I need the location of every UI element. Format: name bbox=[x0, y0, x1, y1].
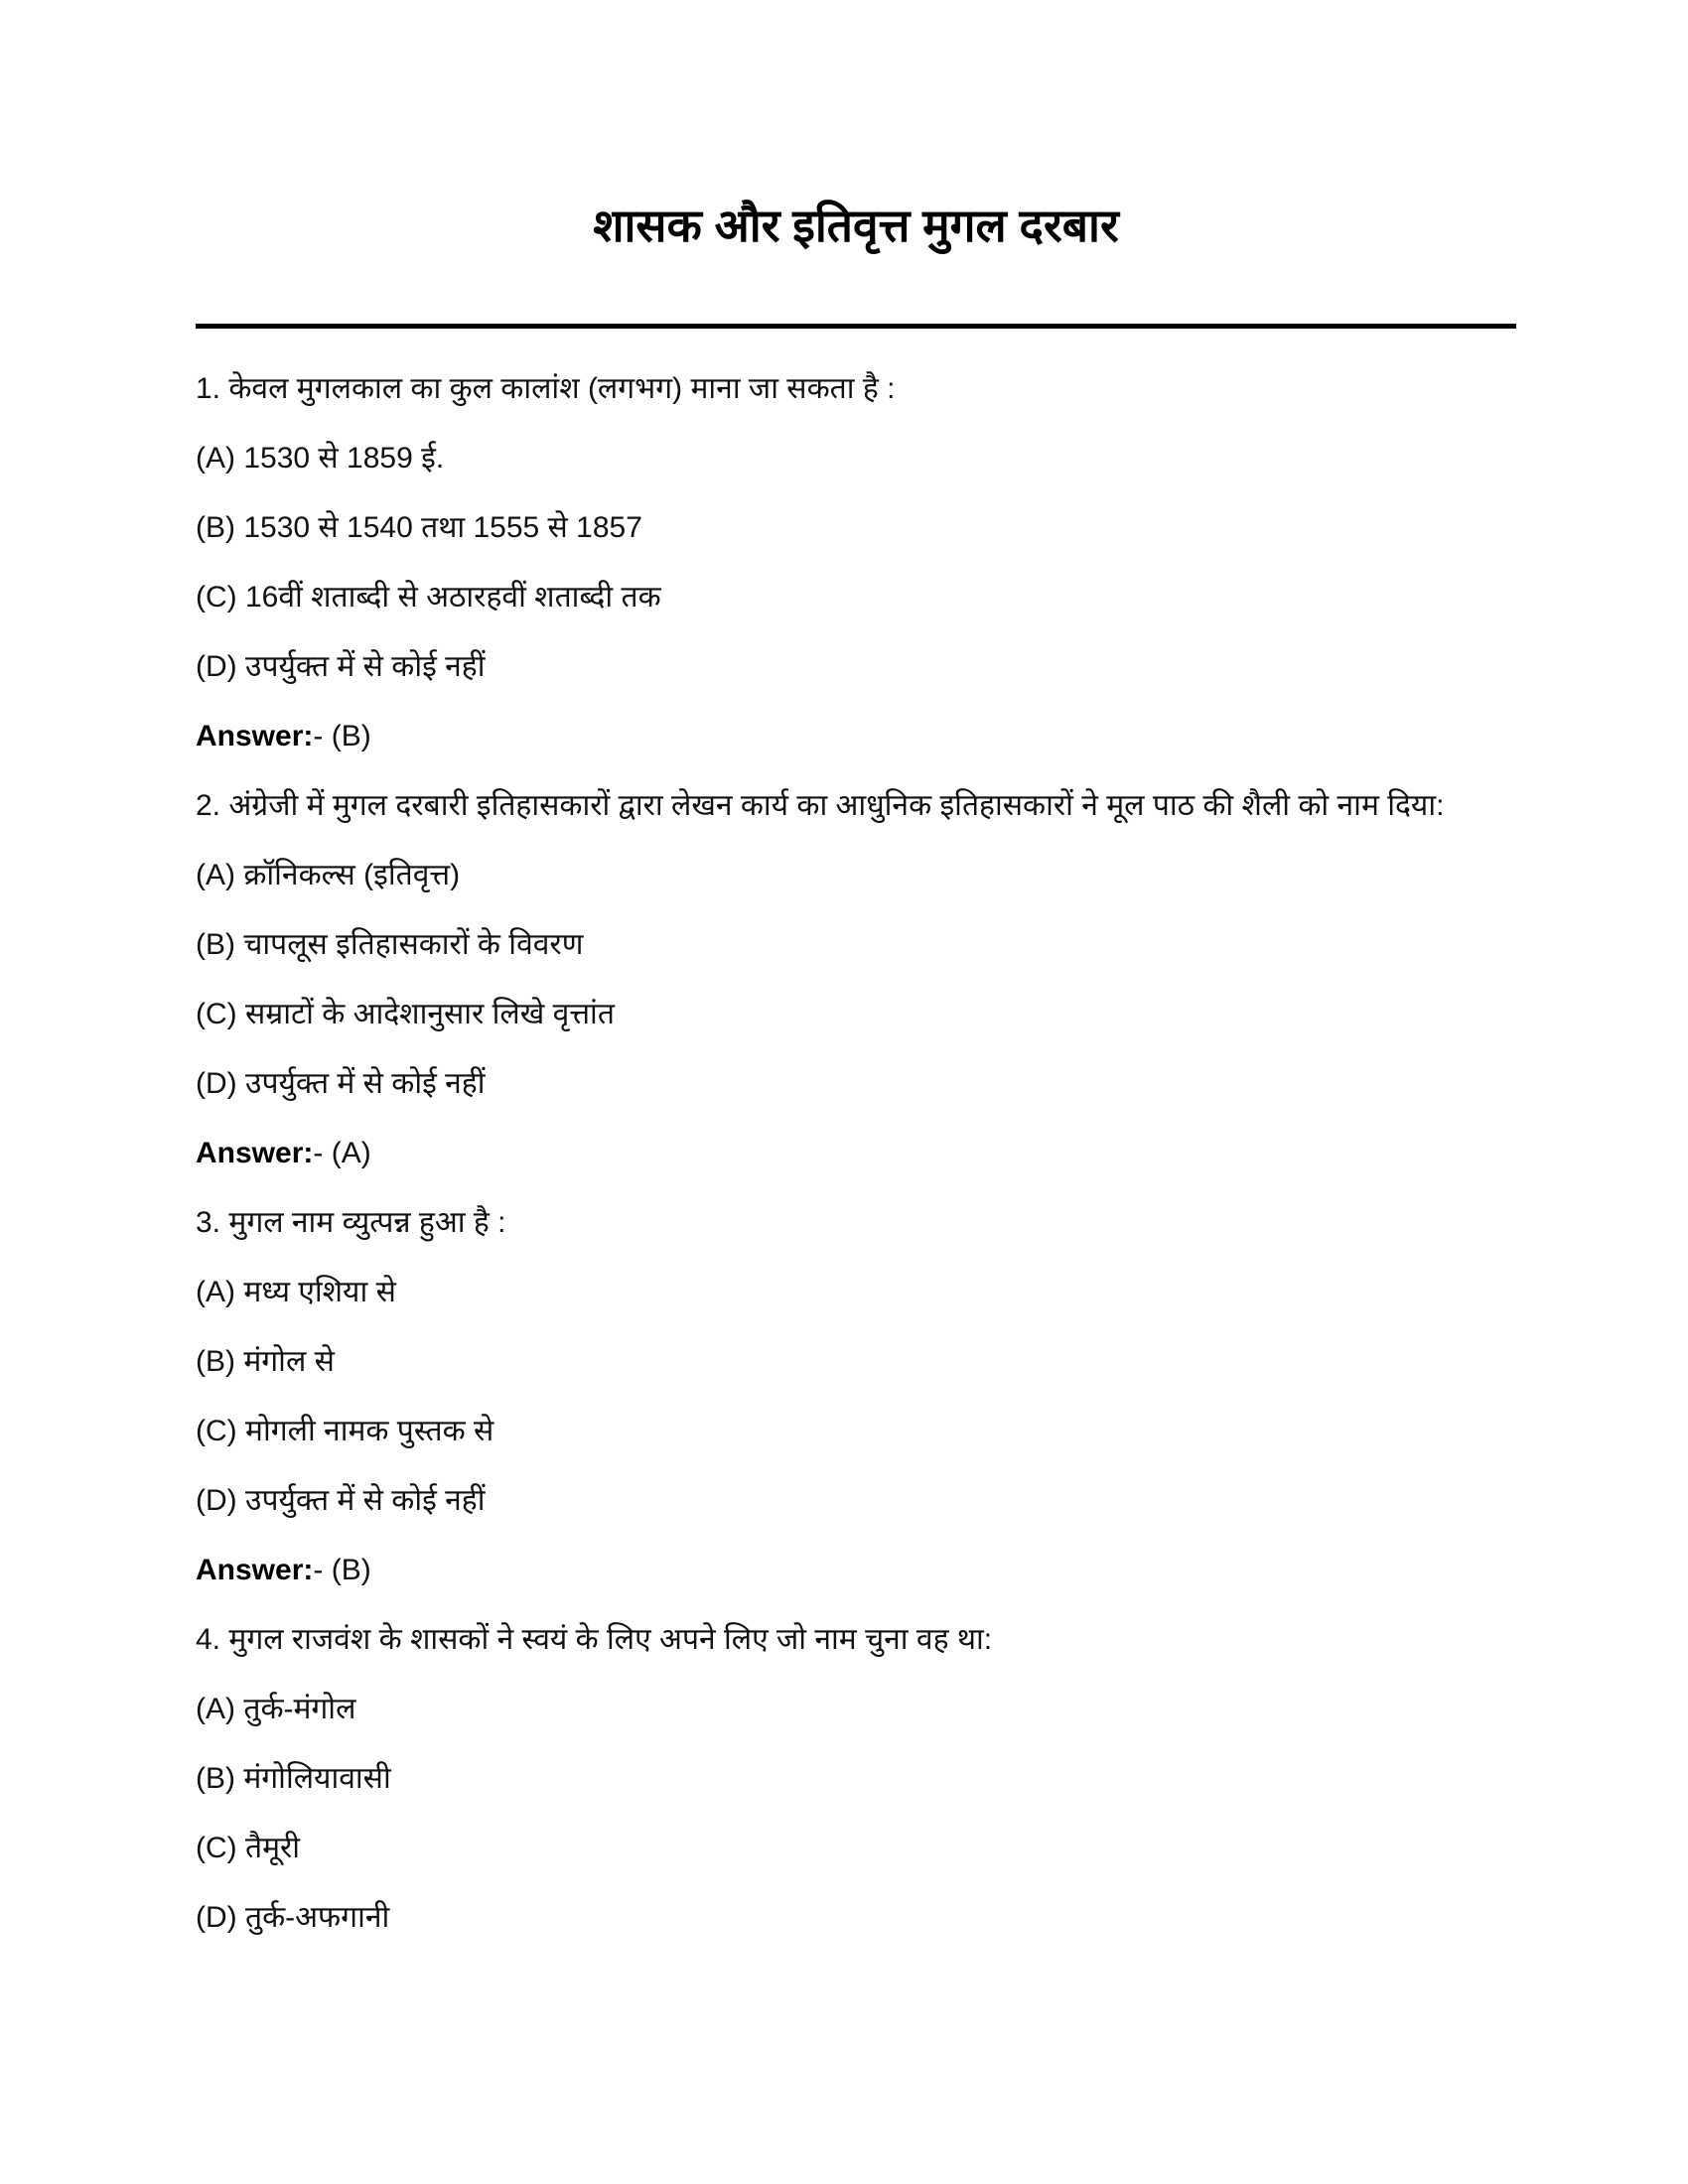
question-number: 4. bbox=[196, 1623, 221, 1656]
option-label: (C) bbox=[196, 1832, 237, 1864]
option-label: (B) bbox=[196, 1762, 235, 1795]
option-item bbox=[196, 1407, 1519, 1455]
option-label: (C) bbox=[196, 581, 237, 614]
question-number: 2. bbox=[196, 789, 221, 822]
question-text bbox=[196, 364, 1519, 413]
question-body: केवल मुगलकाल का कुल कालांश (लगभग) माना जा सकता है : bbox=[228, 372, 896, 405]
option-label: (A) bbox=[196, 1276, 235, 1308]
option-item bbox=[196, 920, 1519, 969]
option-label: (D) bbox=[196, 1067, 237, 1100]
option-text: चापलूस इतिहासकारों के विवरण bbox=[243, 928, 584, 961]
option-text: मोगली नामक पुस्तक से bbox=[245, 1415, 494, 1447]
option-label: (B) bbox=[196, 928, 235, 961]
option-text: उपर्युक्त में से कोई नहीं bbox=[245, 650, 486, 683]
option-label: (D) bbox=[196, 1484, 237, 1517]
option-item bbox=[196, 1754, 1519, 1803]
question-body: मुगल नाम व्युत्पन्न हुआ है : bbox=[228, 1206, 506, 1239]
answer-dash: - bbox=[313, 1554, 324, 1586]
option-text: 16वीं शताब्दी से अठारहवीं शताब्दी तक bbox=[245, 581, 661, 614]
answer-label: Answer: bbox=[196, 1137, 314, 1169]
question-text bbox=[196, 781, 1519, 830]
option-item bbox=[196, 642, 1519, 691]
question-block-2 bbox=[196, 781, 1519, 1177]
answer-value: (A) bbox=[331, 1137, 371, 1169]
question-block-4 bbox=[196, 1615, 1519, 1942]
option-text: तैमूरी bbox=[245, 1832, 301, 1864]
question-block-3 bbox=[196, 1198, 1519, 1594]
option-item bbox=[196, 1685, 1519, 1733]
answer-value: (B) bbox=[331, 720, 371, 752]
option-item bbox=[196, 573, 1519, 621]
answer-line bbox=[196, 712, 1519, 760]
option-item bbox=[196, 990, 1519, 1038]
option-label: (A) bbox=[196, 442, 235, 475]
question-number: 1. bbox=[196, 372, 221, 405]
answer-line bbox=[196, 1546, 1519, 1594]
question-list bbox=[196, 364, 1519, 1942]
option-text: सम्राटों के आदेशानुसार लिखे वृत्तांत bbox=[245, 998, 615, 1030]
option-text: क्रॉनिकल्स (इतिवृत्त) bbox=[243, 859, 461, 891]
option-item bbox=[196, 1059, 1519, 1108]
option-item bbox=[196, 1476, 1519, 1525]
answer-value: (B) bbox=[331, 1554, 371, 1586]
option-label: (B) bbox=[196, 1345, 235, 1378]
option-text: 1530 से 1540 तथा 1555 से 1857 bbox=[243, 511, 642, 544]
option-label: (D) bbox=[196, 1901, 237, 1934]
option-text: 1530 से 1859 ई. bbox=[243, 442, 445, 475]
option-label: (B) bbox=[196, 511, 235, 544]
option-item bbox=[196, 1268, 1519, 1316]
option-label: (C) bbox=[196, 1415, 237, 1447]
option-text: तुर्क-मंगोल bbox=[243, 1693, 356, 1725]
title-divider bbox=[196, 324, 1516, 329]
option-item bbox=[196, 1893, 1519, 1942]
answer-label: Answer: bbox=[196, 720, 314, 752]
option-item bbox=[196, 434, 1519, 482]
option-text: मध्य एशिया से bbox=[243, 1276, 396, 1308]
option-text: उपर्युक्त में से कोई नहीं bbox=[245, 1067, 486, 1100]
question-text bbox=[196, 1198, 1519, 1247]
question-block-1 bbox=[196, 364, 1519, 760]
option-label: (C) bbox=[196, 998, 237, 1030]
option-text: उपर्युक्त में से कोई नहीं bbox=[245, 1484, 486, 1517]
question-number: 3. bbox=[196, 1206, 221, 1239]
answer-dash: - bbox=[313, 720, 324, 752]
answer-dash: - bbox=[313, 1137, 324, 1169]
option-text: तुर्क-अफगानी bbox=[245, 1901, 390, 1934]
option-label: (A) bbox=[196, 1693, 235, 1725]
option-text: मंगोल से bbox=[243, 1345, 335, 1378]
option-item bbox=[196, 1824, 1519, 1872]
option-item bbox=[196, 851, 1519, 899]
question-body: अंग्रेजी में मुगल दरबारी इतिहासकारों द्वारा लेखन कार्य का आधुनिक इतिहासकारों ने मूल पाठ की शैली को नाम दिया: bbox=[228, 789, 1445, 822]
option-item bbox=[196, 503, 1519, 552]
answer-line bbox=[196, 1129, 1519, 1177]
answer-label: Answer: bbox=[196, 1554, 314, 1586]
option-label: (A) bbox=[196, 859, 235, 891]
option-text: मंगोलियावासी bbox=[243, 1762, 391, 1795]
question-body: मुगल राजवंश के शासकों ने स्वयं के लिए अपने लिए जो नाम चुना वह था: bbox=[228, 1623, 993, 1656]
page-title: शासक और इतिवृत्त मुगल दरबार bbox=[593, 200, 1119, 251]
question-text bbox=[196, 1615, 1519, 1664]
option-item bbox=[196, 1337, 1519, 1386]
option-label: (D) bbox=[196, 650, 237, 683]
